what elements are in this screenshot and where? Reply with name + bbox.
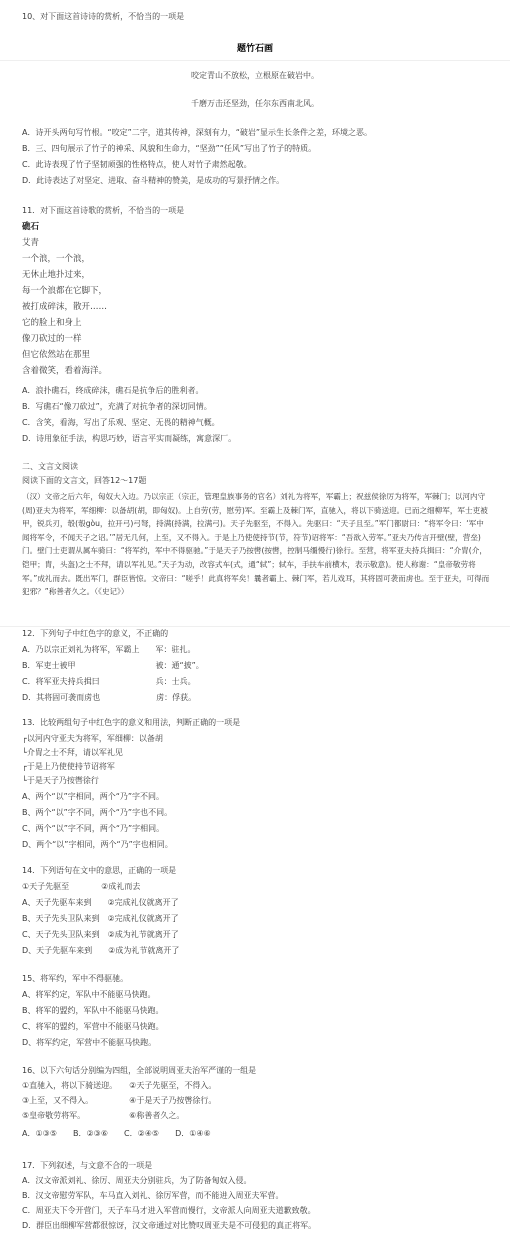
q10-option-a: A．诗开头两句写竹根。“咬定”二字，道其传神，深刻有力，“破岩”显示生长条件之差，环境之恶。 [22, 128, 373, 137]
q14-sentences: ①天子先驱至 ②成礼而去 [22, 882, 141, 891]
q16-heading: 16、以下六句话分别编为四组，全部说明周亚夫治军严谨的一组是 [22, 1066, 257, 1075]
q10-poem-line1: 咬定青山不放松，立根原在破岩中。 [191, 71, 319, 80]
q17-option-b: B．汉文帝慰劳军队，车马直入刘礼、徐厉军营，而不能进入周亚夫军营。 [22, 1191, 284, 1200]
q12-option-c: C．将军亚夫持兵揖曰 兵：士兵。 [22, 677, 196, 686]
q13-option-b: B、两个“以”字不同，两个“乃”字也不同。 [22, 808, 173, 817]
q11-option-b: B．写礁石“像刀砍过”，充满了对抗争者的深切同情。 [22, 402, 212, 411]
classical-passage: （汉）文帝之后六年，匈奴大入边。乃以宗正（宗正，管理皇族事务的官名）刘礼为将军，军霸上；祝兹侯徐厉为将军，军棘门；以河内守(周)亚夫为将军，军细柳：以备胡(胡，即匈奴)。上自劳(劳，慰劳)军。至霸上及棘门军，直驰入，将以下骑送迎。已而之细柳军，军士吏被甲，锐兵刃，彀(彀gòu，拉开弓)弓弩，持满(持满，拉满弓)。天子先驱至，不得入。先驱曰：“天子且至。”军门都尉曰：“将军令曰：‘军中闻将军令，不闻天子之诏。’”居无几何，上至，又不得入。于是上乃使使持节(节，符节)诏将军：“吾欲入劳军。”亚夫乃传言开壁(壁，营垒)门。壁门士吏谓从属车骑曰：“将军约，军中不得驱驰。”于是天子乃按辔(按辔，控制马缰慢行)徐行。至营，将军亚夫持兵揖曰：“介胄(介，铠甲；胄，头盔)之士不拜，请以军礼见。”天子为动，改容式车(式，通“轼”；轼车，手扶车前横木，表示敬意)。使人称谢：“皇帝敬劳将军。”成礼而去。既出军门，群臣皆惊。文帝曰：“嗟乎！此真将军矣！曩者霸上、棘门军，若儿戏耳，其将固可袭而虏也。至于亚夫，可得而犯邪？”称善者久之。（《史记》） [22, 492, 490, 597]
q15-option-c: C、将军的盟约，军营中不能驱马快跑。 [22, 1022, 164, 1031]
q15-option-a: A、将军约定，军队中不能驱马快跑。 [22, 990, 156, 999]
q12-heading: 12．下列句子中红色字的意义，不正确的 [22, 629, 169, 638]
q11-heading: 11．对下面这首诗歌的赏析，不恰当的一项是 [22, 206, 185, 215]
q12-option-b: B．军吏士被甲 被：通“披”。 [22, 661, 204, 670]
q13-sentence: ┌以河内守亚夫为将军，军细柳：以备胡 [22, 734, 163, 743]
q12-option-d: D．其将固可袭而虏也 虏：俘获。 [22, 693, 197, 702]
q11-poem-line: 无休止地扑过来， [22, 270, 91, 280]
q11-poem-author: 艾青 [22, 238, 40, 248]
q10-option-c: C．此诗表现了竹子坚韧顽强的性格特点，使人对竹子肃然起敬。 [22, 160, 252, 169]
q13-option-c: C、两个“以”字不同，两个“乃”字相同。 [22, 824, 165, 833]
q15-heading: 15、将军约，军中不得驱驰。 [22, 974, 129, 983]
q15-option-b: B、将军的盟约，军队中不能驱马快跑。 [22, 1006, 164, 1015]
q11-option-a: A．浪扑礁石，终成碎沫，礁石是抗争后的胜利者。 [22, 386, 204, 395]
q16-sentences: ①直驰入，将以下骑送迎。 ②天子先驱至，不得入。 [22, 1081, 217, 1090]
q14-option-c: C、天子先头卫队来到 ②成为礼节就离开了 [22, 930, 179, 939]
q11-poem-line: 被打成碎沫，散开…… [22, 302, 108, 312]
q16-sentences: ⑤皇帝敬劳将军。 ⑥称善者久之。 [22, 1111, 185, 1120]
q10-poem-line2: 千磨万击还坚劲，任尔东西南北风。 [191, 99, 319, 108]
q17-heading: 17．下列叙述，与文意不合的一项是 [22, 1161, 153, 1170]
q16-options: A．①③⑤ B．②③⑥ C．②④⑤ D．①④⑥ [22, 1129, 211, 1138]
q13-sentence: ┌于是上乃使使持节诏将军 [22, 762, 115, 771]
q14-option-b: B、天子先头卫队来到 ②完成礼仪就离开了 [22, 914, 179, 923]
q13-option-d: D、两个“以”字相同，两个“乃”字也相同。 [22, 840, 173, 849]
q11-poem-line: 每一个浪都在它脚下， [22, 286, 108, 296]
q14-option-a: A、天子先驱车来到 ②完成礼仪就离开了 [22, 898, 179, 907]
q10-option-b: B．三、四句展示了竹子的神采、风貌和生命力，“坚劲”“任风”写出了竹子的特质。 [22, 144, 317, 153]
q13-sentence: └于是天子乃按辔徐行 [22, 776, 99, 785]
q10-heading: 10、对下面这首诗诗的赏析，不恰当的一项是 [22, 12, 185, 21]
q11-poem-line: 像刀砍过的一样 [22, 334, 82, 344]
q15-option-d: D、将军约定，军营中不能驱马快跑。 [22, 1038, 157, 1047]
q10-poem-title: 题竹石画 [236, 44, 273, 54]
q13-option-a: A、两个“以”字相同，两个“乃”字不同。 [22, 792, 165, 801]
q17-option-c: C．周亚夫下令开营门，天子车马才进入军营而慢行，文帝派人向周亚夫道歉致敬。 [22, 1206, 316, 1215]
q11-option-d: D．诗用象征手法，构思巧妙，语言平实而凝练，寓意深厂。 [22, 434, 237, 443]
q11-poem-line: 但它依然站在那里 [22, 350, 91, 360]
divider [0, 626, 510, 627]
q11-poem-line: 它的脸上和身上 [22, 318, 82, 328]
q12-option-a: A．乃以宗正刘礼为将军，军霸上 军：驻扎。 [22, 645, 196, 654]
section-heading: 二、文言文阅读 [22, 462, 78, 471]
q17-option-a: A．汉文帝派刘礼、徐厉、周亚夫分别驻兵，为了防备匈奴入侵。 [22, 1176, 252, 1185]
q11-poem-line: 一个浪，一个浪， [22, 254, 91, 264]
section-intro: 阅读下面的文言文，回答12～17题 [22, 476, 147, 485]
q16-sentences: ③上至，又不得入。 ④于是天子乃按辔徐行。 [22, 1096, 217, 1105]
q14-heading: 14．下列语句在文中的意思，正确的一项是 [22, 866, 177, 875]
divider [0, 60, 510, 61]
q11-poem-title: 礁石 [22, 222, 40, 232]
q14-option-d: D、天子先驱车来到 ②成为礼节就离开了 [22, 946, 180, 955]
q13-heading: 13．比较两组句子中红色字的意义和用法，判断正确的一项是 [22, 718, 241, 727]
q17-option-d: D．群臣出细柳军营都很惊讶，汉文帝通过对比赞叹周亚夫是不可侵犯的真正将军。 [22, 1221, 317, 1230]
q11-poem-line: 含着微笑，看着海洋。 [22, 366, 108, 376]
q13-sentence: └介胄之士不拜，请以军礼见 [22, 748, 123, 757]
q10-option-d: D．此诗表达了对坚定、进取、奋斗精神的赞美，是成功的写景抒情之作。 [22, 176, 285, 185]
q11-option-c: C．含笑，看海，写出了乐观、坚定、无畏的精神气概。 [22, 418, 220, 427]
